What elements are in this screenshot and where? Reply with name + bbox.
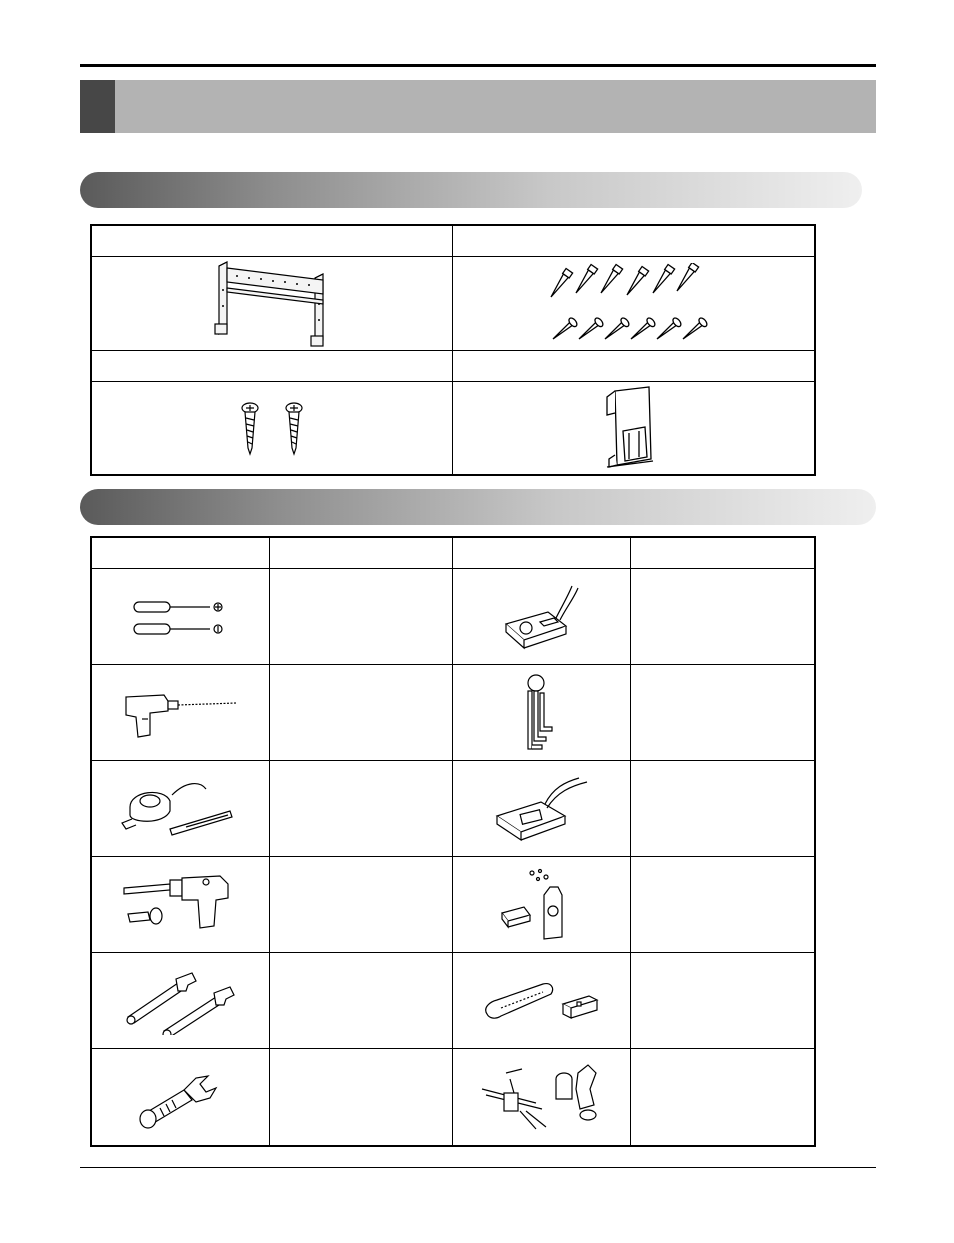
section-bar-tools (80, 489, 876, 525)
tool-icon-cell (452, 569, 630, 665)
tool-name-cell (269, 761, 452, 857)
tool-name-cell (269, 953, 452, 1049)
parts-header-cell (452, 225, 815, 257)
tool-icon-cell (91, 665, 269, 761)
tool-name-cell (269, 857, 452, 953)
parts-name-cell (452, 351, 815, 382)
tool-name-cell (269, 1049, 452, 1147)
tools-row (91, 665, 815, 761)
tool-icon-cell (91, 857, 269, 953)
tools-header-row (91, 537, 815, 569)
flaring-tool-illustration (476, 1059, 606, 1135)
tools-header-cell (269, 537, 452, 569)
torque-wrench-illustration (130, 1064, 230, 1130)
tool-icon-cell (452, 1049, 630, 1147)
tools-row (91, 569, 815, 665)
screwdrivers-illustration (130, 592, 230, 642)
measuring-tape-knife-illustration (120, 771, 240, 847)
tools-header-cell (630, 537, 815, 569)
tool-icon-cell (91, 953, 269, 1049)
tools-row (91, 953, 815, 1049)
tapping-screws-illustration (232, 398, 312, 458)
tools-header-cell (91, 537, 269, 569)
tool-icon-cell (452, 953, 630, 1049)
parts-cell (452, 257, 815, 351)
page-title-bar (80, 80, 876, 133)
title-tab-marker (80, 80, 115, 133)
parts-cell (452, 382, 815, 476)
tool-icon-cell (91, 761, 269, 857)
electric-drill-illustration (120, 685, 240, 741)
tools-row (91, 857, 815, 953)
tool-name-cell (630, 857, 815, 953)
tools-row (91, 761, 815, 857)
parts-name-cell (91, 351, 452, 382)
ammeter-illustration (491, 774, 591, 844)
gas-leak-detector-illustration (496, 867, 586, 943)
tools-header-cell (452, 537, 630, 569)
tools-table (90, 536, 816, 1147)
tool-icon-cell (452, 857, 630, 953)
hexagon-wrench-illustration (516, 671, 566, 755)
hole-core-drill-illustration (120, 870, 240, 940)
tool-name-cell (630, 569, 815, 665)
spanner-illustration (120, 967, 240, 1035)
vacuum-pump-illustration (481, 974, 601, 1028)
tool-icon-cell (452, 665, 630, 761)
parts-header-row (91, 225, 815, 257)
parts-header-cell (91, 225, 452, 257)
parts-cell (91, 382, 452, 476)
tool-name-cell (269, 569, 452, 665)
parts-row (91, 382, 815, 476)
parts-cell (91, 257, 452, 351)
thermometer-illustration (496, 582, 586, 652)
installation-plate-illustration (197, 260, 347, 348)
section-bar-parts (80, 172, 862, 208)
parts-header-row (91, 351, 815, 382)
bottom-rule (80, 1167, 876, 1168)
tool-name-cell (630, 1049, 815, 1147)
parts-row (91, 257, 815, 351)
tool-name-cell (269, 665, 452, 761)
tool-name-cell (630, 953, 815, 1049)
tool-icon-cell (91, 1049, 269, 1147)
parts-table (90, 224, 816, 476)
top-rule (80, 64, 876, 67)
remote-holder-illustration (593, 385, 673, 471)
tool-name-cell (630, 665, 815, 761)
tool-name-cell (630, 761, 815, 857)
tools-row (91, 1049, 815, 1147)
tool-icon-cell (452, 761, 630, 857)
tool-icon-cell (91, 569, 269, 665)
anchors-and-screws-illustration (543, 263, 723, 345)
